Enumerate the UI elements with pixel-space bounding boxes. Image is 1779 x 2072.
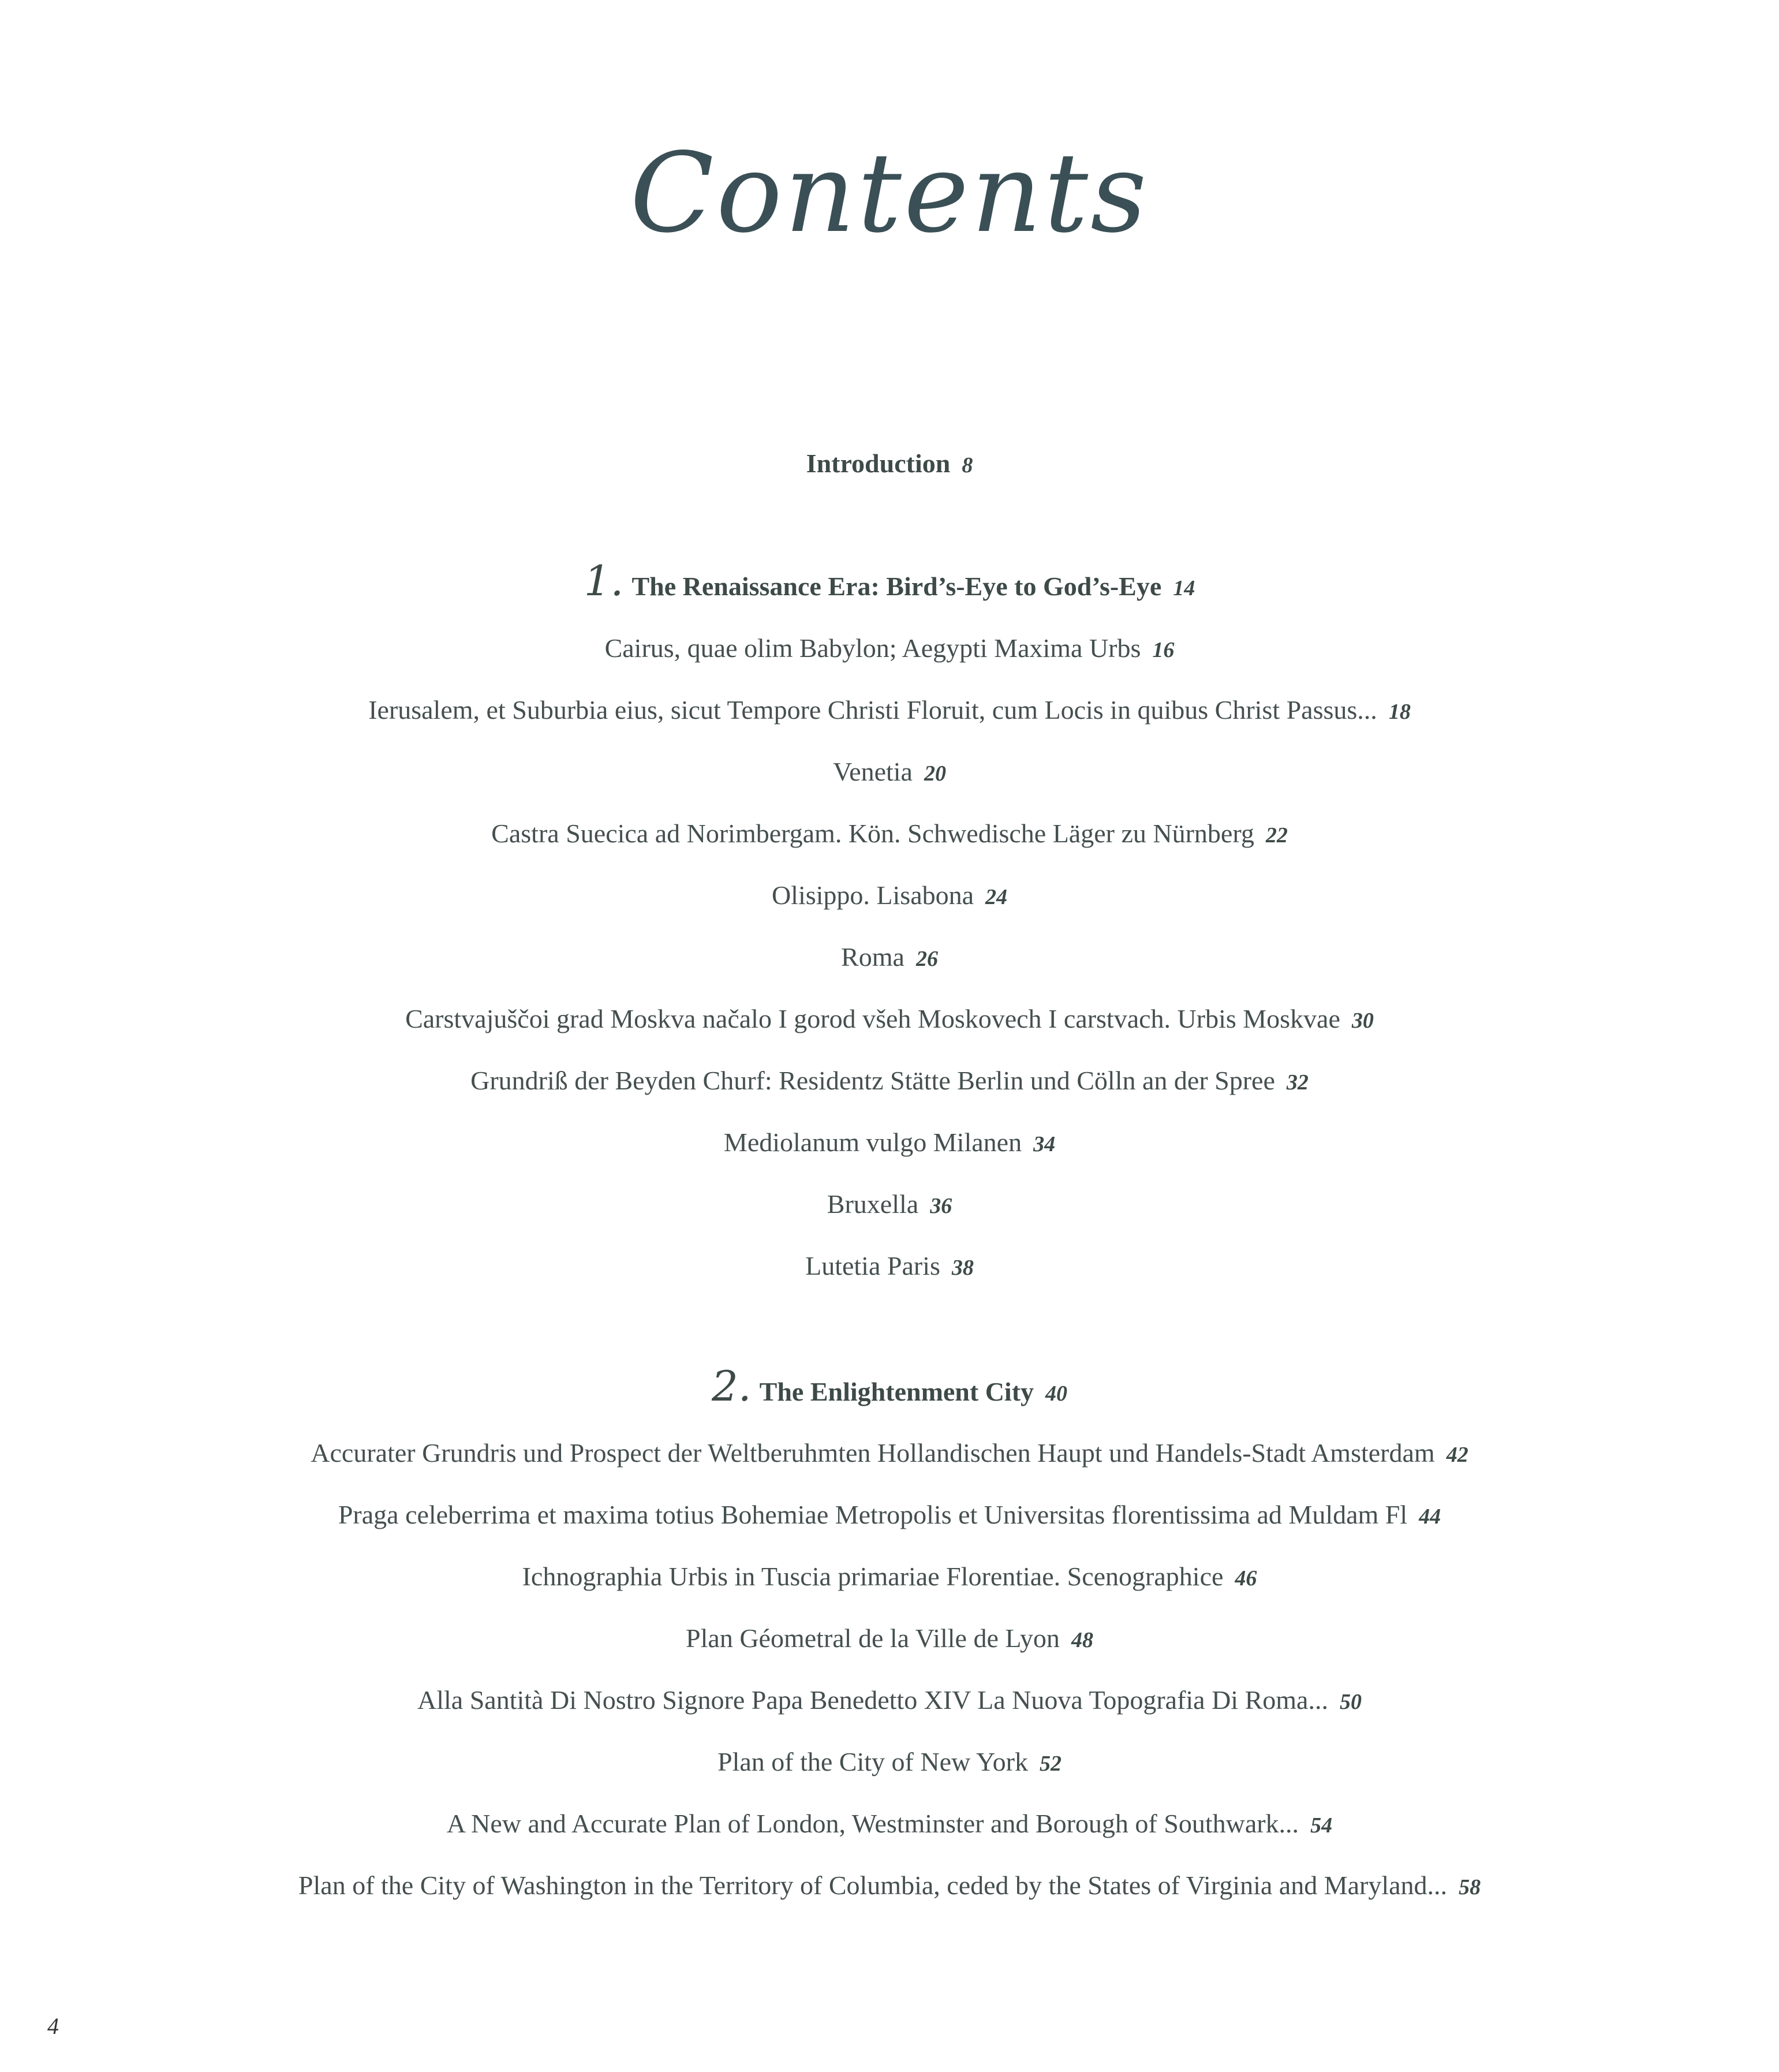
toc-entry[interactable] bbox=[0, 1191, 1779, 1218]
page-ref: 54 bbox=[1310, 1813, 1333, 1838]
page-ref: 40 bbox=[1045, 1382, 1068, 1406]
entry-title: Venetia bbox=[833, 757, 913, 786]
toc-entry[interactable] bbox=[0, 697, 1779, 723]
page-ref: 46 bbox=[1235, 1566, 1257, 1591]
toc-entry[interactable] bbox=[0, 635, 1779, 662]
section-title: The Renaissance Era: Bird’s-Eye to God’s-Eye bbox=[631, 572, 1162, 601]
toc-introduction[interactable] bbox=[0, 450, 1779, 477]
entry-title: Bruxella bbox=[827, 1189, 919, 1219]
toc-entry[interactable] bbox=[0, 1253, 1779, 1279]
page-ref: 34 bbox=[1033, 1132, 1056, 1156]
toc-entry[interactable] bbox=[0, 759, 1779, 785]
section-heading-2[interactable] bbox=[0, 1362, 1779, 1410]
toc-entry[interactable] bbox=[0, 820, 1779, 847]
entry-title: Plan of the City of Washington in the Territory of Columbia, ceded by the States of Virginia and Maryland... bbox=[298, 1871, 1448, 1900]
entry-title: Mediolanum vulgo Milanen bbox=[723, 1128, 1022, 1157]
entry-title: Plan of the City of New York bbox=[717, 1747, 1028, 1776]
entry-title: Lutetia Paris bbox=[805, 1251, 940, 1280]
page-ref: 32 bbox=[1286, 1070, 1309, 1095]
entry-title: Alla Santità Di Nostro Signore Papa Benedetto XIV La Nuova Topografia Di Roma... bbox=[417, 1685, 1328, 1715]
toc-entry[interactable] bbox=[0, 1129, 1779, 1156]
page-ref: 42 bbox=[1446, 1443, 1468, 1467]
entry-title: Cairus, quae olim Babylon; Aegypti Maxima Urbs bbox=[604, 633, 1141, 663]
page-ref: 16 bbox=[1152, 638, 1175, 662]
page-ref: 30 bbox=[1351, 1009, 1374, 1033]
entry-title: Roma bbox=[841, 942, 905, 972]
introduction-label: Introduction bbox=[806, 449, 951, 478]
entry-title: Plan Géometral de la Ville de Lyon bbox=[686, 1623, 1060, 1653]
toc-entry[interactable] bbox=[0, 1440, 1779, 1466]
entry-title: A New and Accurate Plan of London, Westminster and Borough of Southwark... bbox=[446, 1809, 1299, 1838]
page-ref: 20 bbox=[924, 761, 946, 786]
section-title: The Enlightenment City bbox=[759, 1377, 1034, 1406]
entry-title: Grundriß der Beyden Churf: Residentz Stätte Berlin und Cölln an der Spree bbox=[470, 1066, 1275, 1095]
section-heading-1[interactable] bbox=[0, 557, 1779, 605]
toc-entry[interactable] bbox=[0, 882, 1779, 909]
section-number: 2. bbox=[711, 1362, 752, 1410]
page-ref: 50 bbox=[1339, 1690, 1362, 1714]
page-ref: 14 bbox=[1173, 576, 1195, 600]
page-ref: 22 bbox=[1265, 823, 1288, 848]
toc-entry[interactable] bbox=[0, 1502, 1779, 1528]
toc-entry[interactable] bbox=[0, 1810, 1779, 1837]
page-ref: 44 bbox=[1419, 1504, 1441, 1529]
toc-entry[interactable] bbox=[0, 1006, 1779, 1032]
section-number: 1. bbox=[584, 557, 624, 605]
page-ref: 38 bbox=[951, 1256, 974, 1280]
entry-title: Castra Suecica ad Norimbergam. Kön. Schwedische Läger zu Nürnberg bbox=[491, 819, 1254, 848]
page-ref: 36 bbox=[930, 1194, 952, 1218]
entry-title: Praga celeberrima et maxima totius Bohemiae Metropolis et Universitas florentissima ad Muldam Fl bbox=[338, 1500, 1408, 1529]
entry-title: Accurater Grundris und Prospect der Weltberuhmten Hollandischen Haupt und Handels-Stadt Amsterdam bbox=[311, 1438, 1435, 1468]
page-ref: 48 bbox=[1071, 1628, 1093, 1652]
toc-entry[interactable] bbox=[0, 1563, 1779, 1590]
entry-title: Carstvajuščoi grad Moskva načalo I gorod všeh Moskovech I carstvach. Urbis Moskvae bbox=[405, 1004, 1340, 1033]
toc-entry[interactable] bbox=[0, 1687, 1779, 1713]
toc-entry[interactable] bbox=[0, 944, 1779, 970]
folio-page-number: 4 bbox=[47, 2013, 59, 2039]
toc-entry[interactable] bbox=[0, 1067, 1779, 1094]
entry-title: Olisippo. Lisabona bbox=[771, 880, 974, 910]
toc-entry[interactable] bbox=[0, 1625, 1779, 1652]
entry-title: Ichnographia Urbis in Tuscia primariae Florentiae. Scenographice bbox=[522, 1562, 1224, 1591]
entry-title: Ierusalem, et Suburbia eius, sicut Tempore Christi Floruit, cum Locis in quibus Christ Passus... bbox=[368, 695, 1377, 725]
page-ref: 52 bbox=[1039, 1752, 1062, 1776]
page-title: Contents bbox=[630, 129, 1149, 257]
page-ref: 58 bbox=[1459, 1875, 1481, 1899]
toc-entry[interactable] bbox=[0, 1749, 1779, 1775]
page-ref: 24 bbox=[985, 885, 1008, 909]
page-ref: 8 bbox=[962, 453, 973, 477]
toc-entry[interactable] bbox=[0, 1872, 1779, 1899]
page-ref: 26 bbox=[915, 947, 938, 971]
page-ref: 18 bbox=[1388, 700, 1411, 724]
